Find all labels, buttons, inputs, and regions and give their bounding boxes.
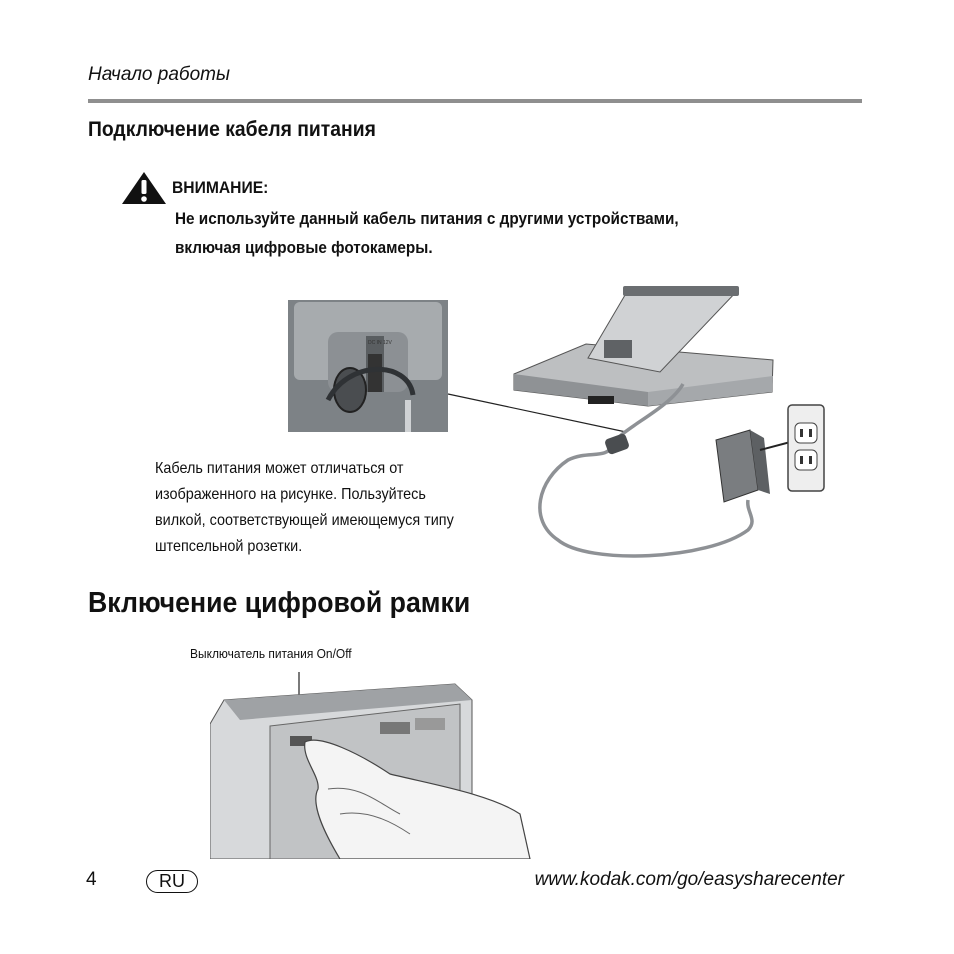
frame-stand xyxy=(514,286,773,406)
wall-outlet xyxy=(788,405,824,491)
header-rule xyxy=(88,99,862,103)
warning-text-line-1: Не используйте данный кабель питания с другими устройствами, xyxy=(175,209,679,228)
footer-url: www.kodak.com/go/easysharecenter xyxy=(534,869,844,890)
dc-socket-closeup xyxy=(288,300,448,432)
power-switch-illustration xyxy=(210,664,570,859)
warning-title: ВНИМАНИЕ: xyxy=(172,178,269,197)
power-switch-callout: Выключатель питания On/Off xyxy=(190,646,352,661)
running-header: Начало работы xyxy=(88,64,230,85)
dc-in-label: DC IN 12V xyxy=(368,340,392,346)
section-title-power-cable: Подключение кабеля питания xyxy=(88,118,376,141)
warning-text-line-2: включая цифровые фотокамеры. xyxy=(175,238,433,257)
section-title-power-on: Включение цифровой рамки xyxy=(88,587,471,619)
page-number: 4 xyxy=(86,869,97,890)
power-adapter xyxy=(716,430,798,502)
warning-triangle-icon xyxy=(121,171,167,205)
cable-caption: Кабель питания может отличаться от изображенного на рисунке. Пользуйтесь вилкой, соответствующей имеющемуся типу штепсельной розетки. xyxy=(155,460,454,555)
language-badge: RU xyxy=(146,870,198,893)
